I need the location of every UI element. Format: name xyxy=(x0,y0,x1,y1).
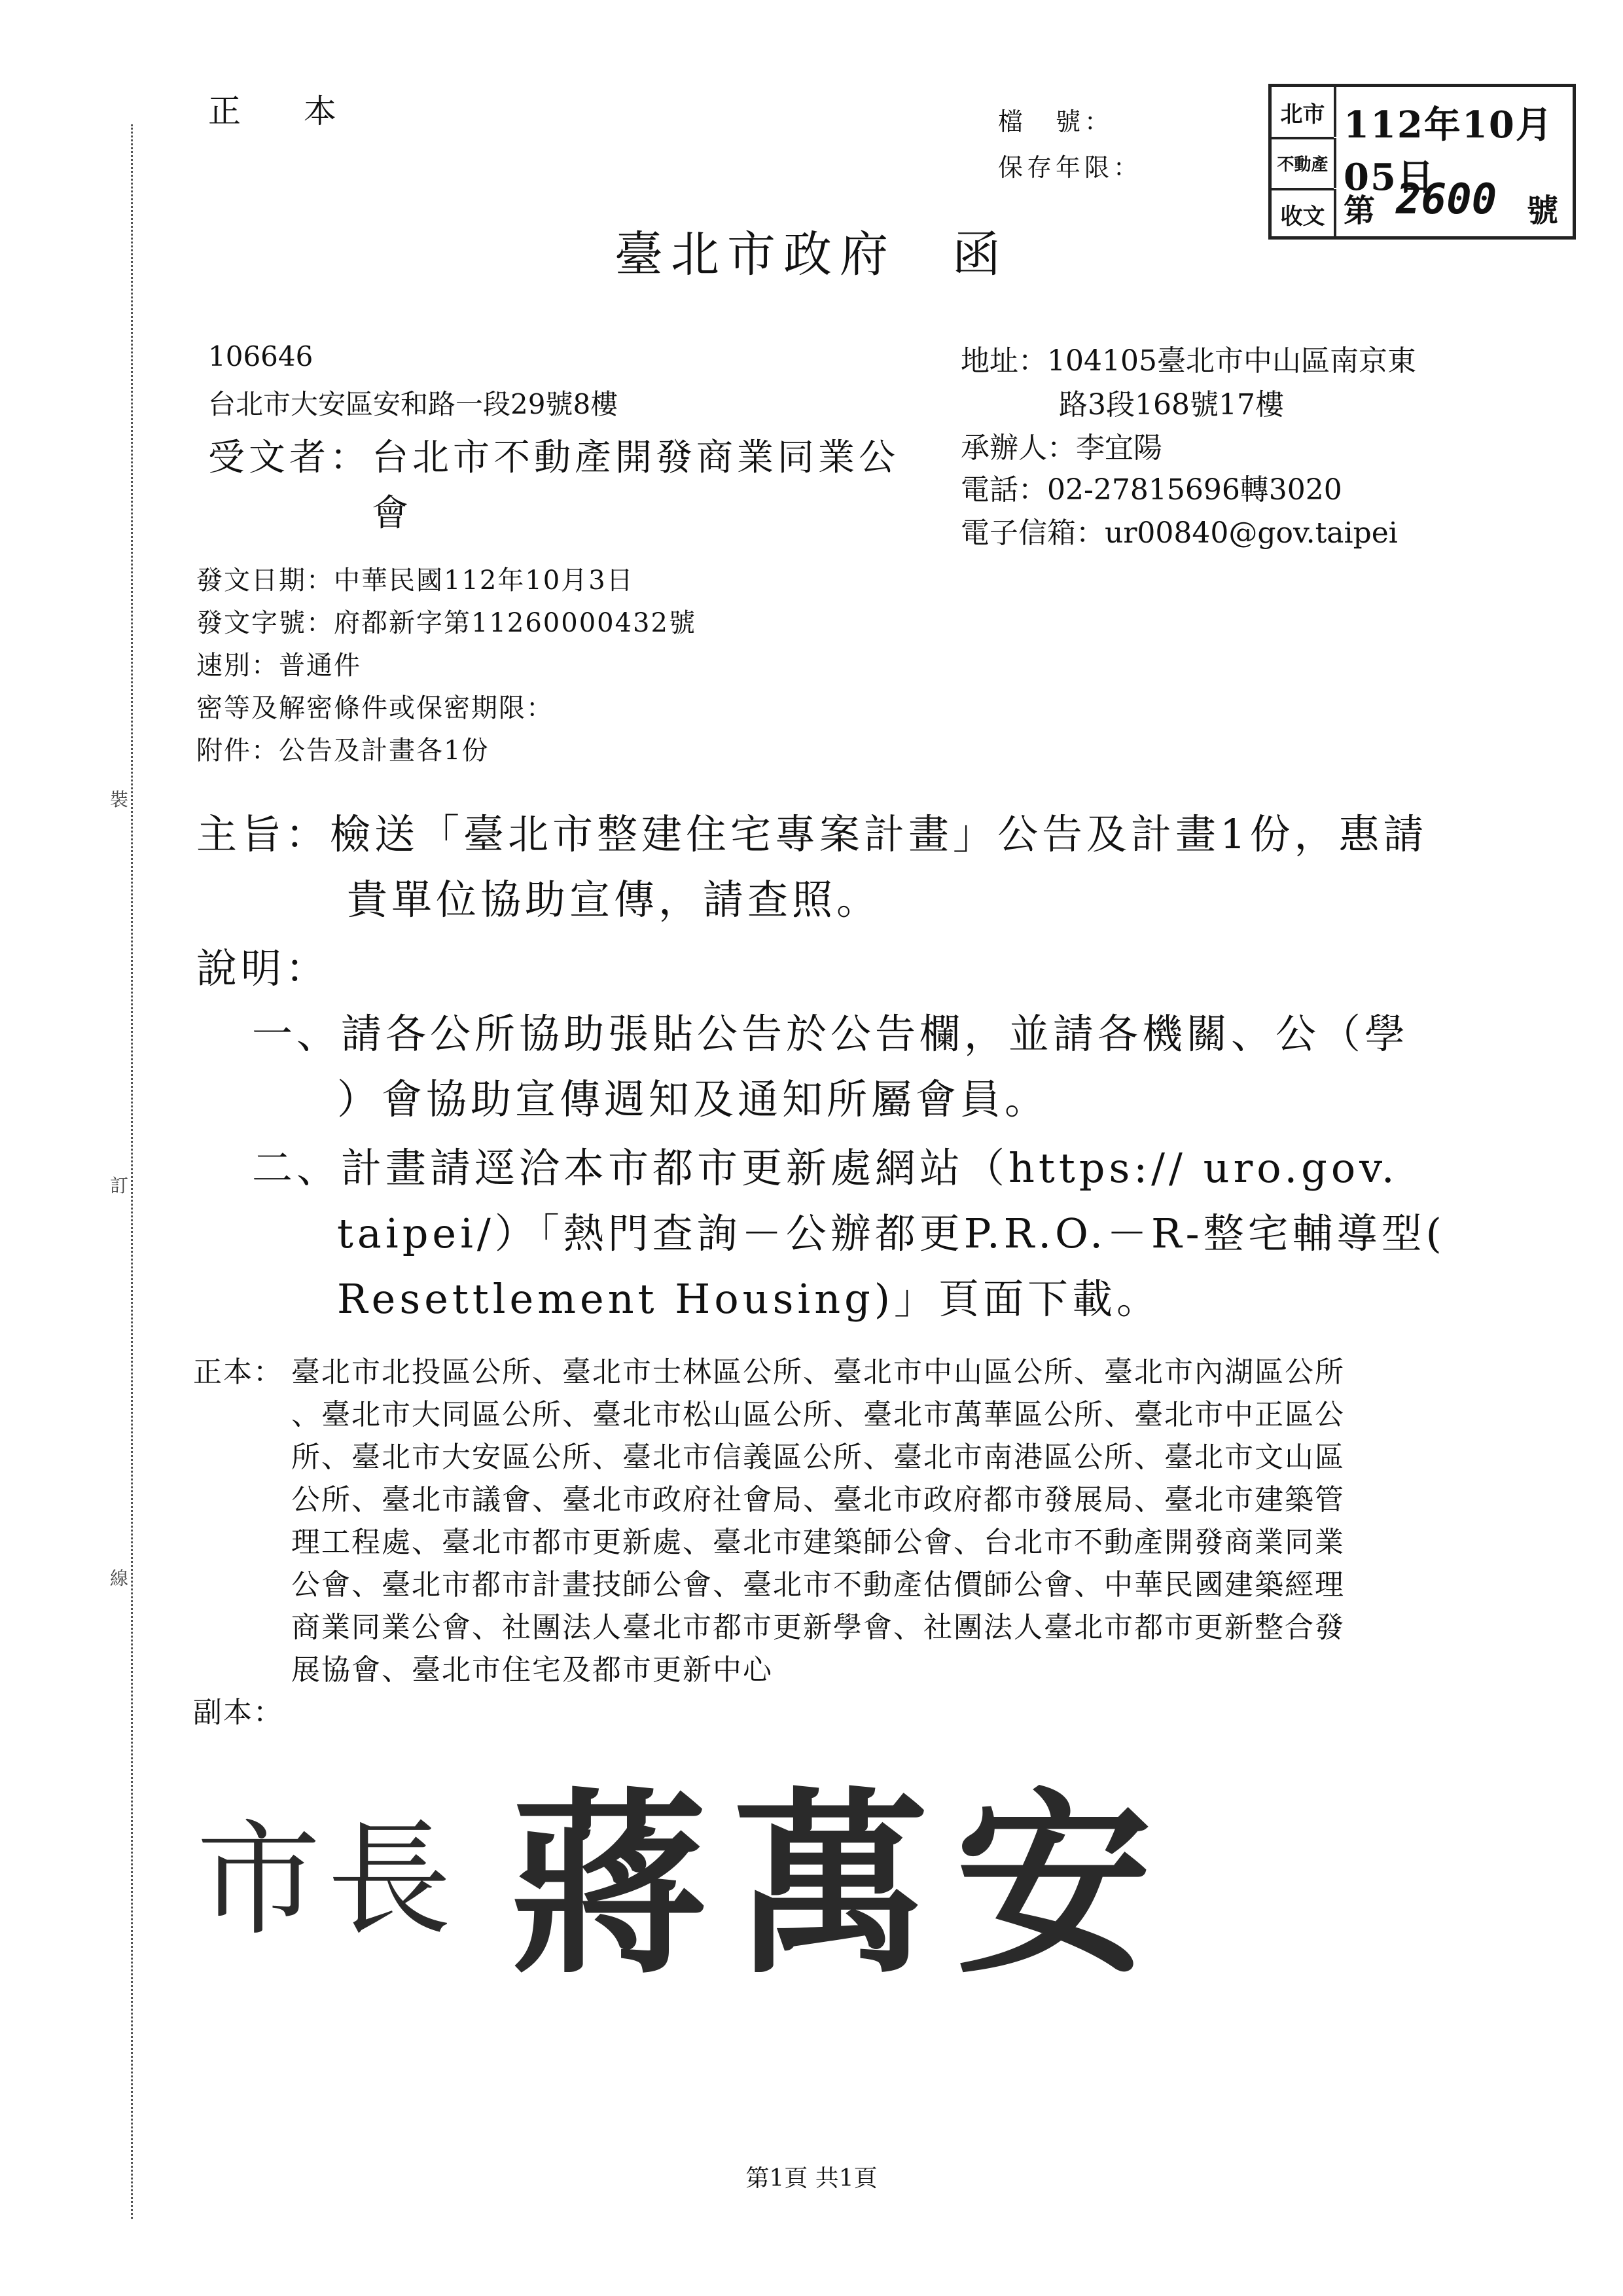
binding-char-3: 線 xyxy=(110,1568,129,1589)
sender-phone: 電話：02-27815696轉3020 xyxy=(961,473,1342,507)
copy-mark: 正 本 xyxy=(208,92,363,130)
stamp-number-suffix: 號 xyxy=(1527,192,1559,229)
stamp-date: 112年10月05日 xyxy=(1344,103,1554,199)
sender-address-line2: 路3段168號17樓 xyxy=(1059,388,1284,422)
page-footer: 第1頁 共1頁 xyxy=(745,2165,878,2192)
binding-char-1: 裝 xyxy=(110,789,129,810)
sender-officer: 承辦人：李宜陽 xyxy=(961,431,1162,465)
field-attachment: 附件：公告及計畫各1份 xyxy=(196,736,490,766)
stamp-number: 2600 xyxy=(1396,175,1497,224)
sender-email: 電子信箱：ur00840@gov.taipei xyxy=(961,516,1398,550)
distribution-copy-label: 副本： xyxy=(193,1696,283,1729)
field-speed: 速別：普通件 xyxy=(196,651,361,681)
binding-line xyxy=(131,124,133,2219)
explanation-item2-line3: Resettlement Housing)」頁面下載。 xyxy=(337,1275,1162,1323)
subject-line1: 主旨：檢送「臺北市整建住宅專案計畫」公告及計畫1份，惠請 xyxy=(196,810,1428,858)
document-title: 臺北市政府 函 xyxy=(615,226,1008,283)
recipient-address: 台北市大安區安和路一段29號8樓 xyxy=(208,388,618,420)
retention-label: 保存年限： xyxy=(998,153,1143,182)
stamp-label-2: 不動產 xyxy=(1272,138,1336,188)
subject-line2: 貴單位協助宣傳，請查照。 xyxy=(347,876,882,924)
binding-char-2: 訂 xyxy=(110,1175,129,1196)
distribution-line: 公會、臺北市都市計畫技師公會、臺北市不動產估價師公會、中華民國建築經理 xyxy=(291,1568,1345,1602)
explanation-item1-line2: ）會協助宣傳週知及通知所屬會員。 xyxy=(337,1075,1050,1123)
distribution-line: 商業同業公會、社團法人臺北市都市更新學會、社團法人臺北市都市更新整合發 xyxy=(291,1611,1345,1644)
signature-title: 市長 xyxy=(196,1808,459,1952)
signature-name: 蔣萬安 xyxy=(510,1769,1178,2000)
distribution-main-label: 正本： xyxy=(193,1355,283,1389)
explanation-item1-line1: 一、請各公所協助張貼公告於公告欄，並請各機關、公（學 xyxy=(252,1010,1410,1058)
recipient-postcode: 106646 xyxy=(208,340,313,372)
field-date: 發文日期：中華民國112年10月3日 xyxy=(196,565,634,596)
explanation-item2-line1: 二、計畫請逕洽本市都市更新處網站（https:// uro.gov. xyxy=(252,1144,1399,1192)
field-doc-number: 發文字號：府都新字第11260000432號 xyxy=(196,608,696,638)
distribution-line: 展協會、臺北市住宅及都市更新中心 xyxy=(291,1653,773,1687)
file-no-label: 檔 號： xyxy=(998,107,1114,136)
field-security: 密等及解密條件或保密期限： xyxy=(196,693,554,723)
recipient-label: 受文者： xyxy=(208,437,370,479)
stamp-number-prefix: 第 xyxy=(1344,192,1376,229)
sender-address-line1: 地址：104105臺北市中山區南京東 xyxy=(961,344,1416,378)
explanation-label: 說明： xyxy=(196,944,330,992)
distribution-line: 、臺北市大同區公所、臺北市松山區公所、臺北市萬華區公所、臺北市中正區公 xyxy=(291,1398,1345,1431)
distribution-line: 公所、臺北市議會、臺北市政府社會局、臺北市政府都市發展局、臺北市建築管 xyxy=(291,1483,1345,1516)
distribution-line: 所、臺北市大安區公所、臺北市信義區公所、臺北市南港區公所、臺北市文山區 xyxy=(291,1441,1345,1474)
recipient-name-line2: 會 xyxy=(372,492,412,535)
stamp-label-3: 收文 xyxy=(1272,189,1336,239)
stamp-label-1: 北市 xyxy=(1272,87,1336,137)
explanation-item2-line2: taipei/）「熱門查詢－公辦都更P.R.O.－R-整宅輔導型( xyxy=(337,1210,1446,1257)
distribution-line: 臺北市北投區公所、臺北市士林區公所、臺北市中山區公所、臺北市內湖區公所 xyxy=(291,1355,1345,1389)
distribution-line: 理工程處、臺北市都市更新處、臺北市建築師公會、台北市不動產開發商業同業 xyxy=(291,1526,1345,1559)
recipient-name-line1: 台北市不動產開發商業同業公 xyxy=(372,437,899,479)
